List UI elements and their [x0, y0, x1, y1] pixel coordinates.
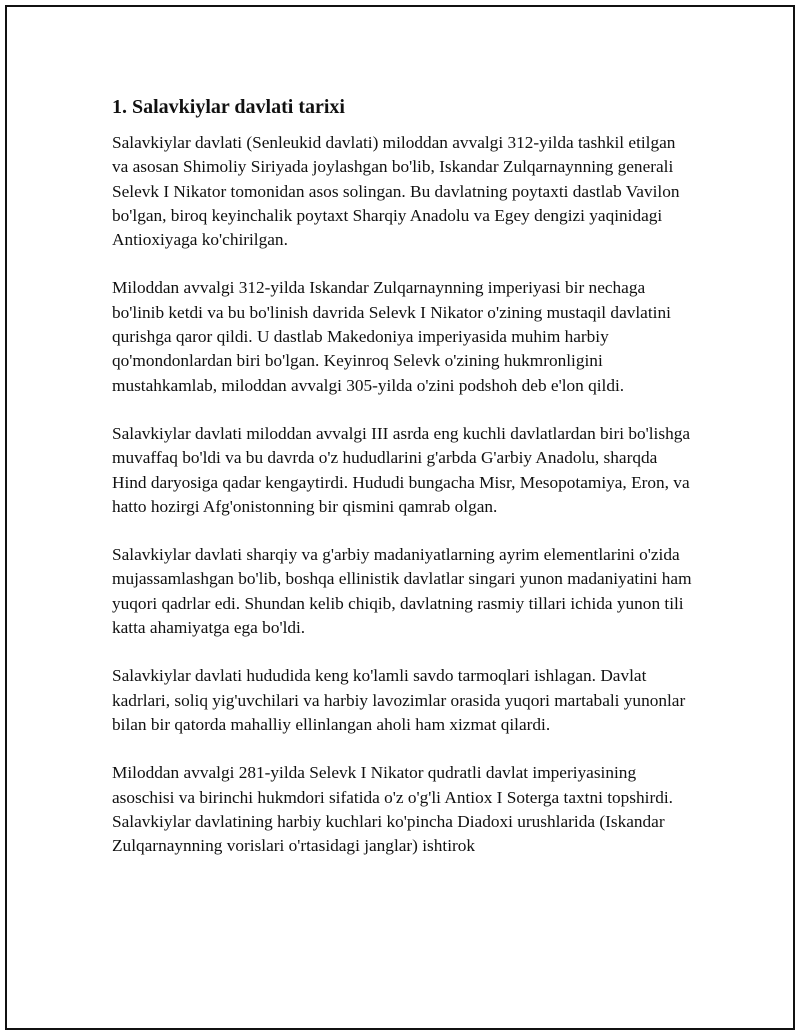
paragraph-1: Salavkiylar davlati (Senleukid davlati) miloddan avvalgi 312-yilda tashkil etilgan va asosan Shimoliy Siriyada joylashgan bo'lib, Iskandar Zulqarnaynning generali Selevk I Nikator tomonidan asos solingan. Bu davlatning poytaxti dastlab Vavilon bo'lgan, biroq keyinchalik poytaxt Sharqiy Anadolu va Egey dengizi yaqinidagi Antioxiyaga ko'chirilgan.	[112, 133, 680, 250]
paragraph-6: Miloddan avvalgi 281-yilda Selevk I Nikator qudratli davlat imperiyasining asoschisi va birinchi hukmdori sifatida o'z o'g'li Antiox I Soterga taxtni topshirdi. Salavkiylar davlatining harbiy kuchlari ko'pincha Diadoxi urushlarida (Iskandar Zulqarnaynning vorislari o'rtasidagi janglar) ishtirok	[112, 763, 673, 856]
paragraph-5: Salavkiylar davlati hududida keng ko'lamli savdo tarmoqlari ishlagan. Davlat kadrlari, soliq yig'uvchilari va harbiy lavozimlar orasida yuqori martabali yunonlar bilan bir qatorda mahalliy ellinlangan aholi ham xizmat qilardi.	[112, 666, 686, 734]
document-body	[112, 93, 692, 882]
paragraph-2: Miloddan avvalgi 312-yilda Iskandar Zulqarnaynning imperiyasi bir nechaga bo'linib ketdi va bu bo'linish davrida Selevk I Nikator o'zining mustaqil davlatini qurishga qaror qildi. U dastlab Makedoniya imperiyasida muhim harbiy qo'mondonlardan biri bo'lgan. Keyinroq Selevk o'zining hukmronligini mustahkamlab, miloddan avvalgi 305-yilda o'zini podshoh deb e'lon qildi.	[112, 278, 671, 395]
paragraph-3: Salavkiylar davlati miloddan avvalgi III asrda eng kuchli davlatlardan biri bo'lishga muvaffaq bo'ldi va bu davrda o'z hududlarini g'arbda G'arbiy Anadolu, sharqda Hind daryosiga qadar kengaytirdi. Hududi bungacha Misr, Mesopotamiya, Eron, va hatto hozirgi Afg'onistonning bir qismini qamrab olgan.	[112, 423, 691, 516]
section-heading: 1. Salavkiylar davlati tarixi	[112, 96, 345, 118]
paragraph-4: Salavkiylar davlati sharqiy va g'arbiy madaniyatlarning ayrim elementlarini o'zida mujassamlashgan bo'lib, boshqa ellinistik davlatlar singari yunon madaniyatini ham yuqori qadrlar edi. Shundan kelib chiqib, davlatning rasmiy tillari ichida yunon tili katta ahamiyatga ega bo'ldi.	[112, 545, 692, 638]
